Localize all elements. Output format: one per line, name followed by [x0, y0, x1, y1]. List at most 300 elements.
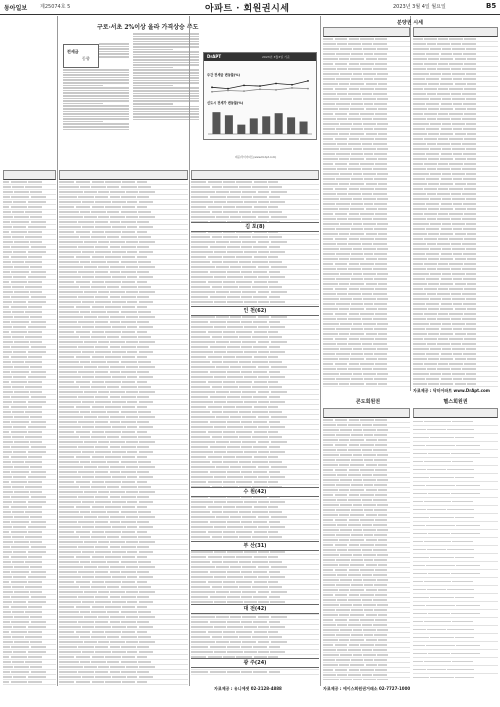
table-cell	[350, 83, 364, 85]
table-cell	[107, 561, 119, 563]
table-cell	[258, 326, 268, 328]
table-cell	[223, 336, 238, 338]
table-cell	[340, 629, 352, 631]
table-cell	[208, 631, 223, 633]
table-cell	[323, 674, 336, 676]
table-cell	[413, 268, 426, 270]
table-cell	[28, 181, 41, 183]
table-cell	[191, 321, 208, 323]
table-cell	[323, 273, 339, 275]
table-cell	[91, 461, 106, 463]
table-cell	[212, 411, 222, 413]
table-row	[323, 678, 410, 680]
table-cell	[378, 283, 387, 285]
table-cell	[28, 201, 46, 203]
table-cell	[430, 98, 441, 100]
table-cell	[374, 634, 387, 636]
table-cell	[84, 316, 97, 318]
table-cell	[25, 311, 41, 313]
table-cell	[121, 636, 137, 638]
table-cell	[366, 283, 378, 285]
table-cell	[451, 493, 480, 495]
table-cell	[348, 649, 361, 651]
table-cell	[137, 656, 148, 658]
table-cell	[336, 178, 350, 180]
table-cell	[453, 303, 462, 305]
table-cell	[244, 626, 257, 628]
table-cell	[3, 381, 9, 383]
table-cell	[441, 203, 452, 205]
table-cell	[269, 321, 281, 323]
table-cell	[269, 511, 282, 513]
table-cell	[138, 311, 151, 313]
table-cell	[430, 48, 441, 50]
table-cell	[335, 363, 348, 365]
table-cell	[366, 308, 378, 310]
table-cell	[377, 123, 387, 125]
table-cell	[13, 401, 26, 403]
table-cell	[363, 348, 376, 350]
table-cell	[366, 589, 378, 591]
table-cell	[137, 181, 148, 183]
table-cell	[11, 281, 27, 283]
table-cell	[25, 286, 41, 288]
table-cell	[13, 551, 26, 553]
table-cell	[442, 298, 451, 300]
table-cell	[442, 273, 451, 275]
table-cell	[413, 565, 425, 567]
table-cell	[241, 521, 251, 523]
table-cell	[455, 383, 466, 385]
table-cell	[440, 283, 454, 285]
table-cell	[28, 376, 46, 378]
table-cell	[362, 524, 372, 526]
table-cell	[82, 426, 94, 428]
table-cell	[191, 521, 208, 523]
table-row	[413, 634, 498, 642]
table-cell	[254, 631, 267, 633]
table-cell	[98, 366, 109, 368]
table-cell	[353, 373, 362, 375]
table-cell	[373, 449, 387, 451]
table-cell	[335, 163, 348, 165]
table-cell	[59, 621, 77, 623]
table-cell	[323, 589, 338, 591]
bar-mark	[225, 115, 233, 134]
table-cell	[373, 193, 387, 195]
table-cell	[351, 203, 363, 205]
table-cell	[430, 477, 454, 479]
table-cell	[413, 318, 426, 320]
table-cell	[452, 501, 473, 503]
table-cell	[59, 496, 77, 498]
text-line	[63, 69, 129, 71]
table-cell	[14, 191, 29, 193]
table-cell	[340, 679, 352, 680]
table-cell	[210, 396, 226, 398]
table-cell	[339, 158, 349, 160]
table-cell	[374, 78, 387, 80]
table-cell	[348, 318, 361, 320]
table-cell	[80, 636, 91, 638]
table-cell	[191, 411, 210, 413]
table-cell	[427, 43, 436, 45]
table-cell	[137, 356, 148, 358]
table-cell	[137, 581, 148, 583]
table-cell	[112, 651, 125, 653]
table-cell	[241, 196, 251, 198]
table-cell	[378, 664, 387, 666]
table-cell	[84, 191, 97, 193]
table-cell	[258, 351, 268, 353]
table-cell	[453, 128, 462, 130]
table-cell	[13, 451, 26, 453]
table-cell	[30, 241, 42, 243]
table-cell	[11, 421, 29, 423]
table-cell	[441, 128, 452, 130]
table-cell	[440, 58, 454, 60]
table-cell	[110, 566, 125, 568]
table-cell	[216, 316, 229, 318]
table-row	[413, 482, 498, 490]
table-cell	[121, 511, 137, 513]
table-cell	[223, 456, 235, 458]
table-cell	[462, 368, 476, 370]
table-cell	[270, 426, 285, 428]
table-cell	[122, 531, 135, 533]
table-cell	[373, 43, 387, 45]
table-cell	[362, 43, 372, 45]
table-cell	[353, 604, 362, 606]
table-cell	[31, 421, 46, 423]
table-cell	[138, 361, 151, 363]
table-cell	[208, 506, 223, 508]
table-cell	[360, 213, 374, 215]
table-cell	[377, 373, 387, 375]
table-cell	[59, 331, 74, 333]
table-cell	[323, 103, 335, 105]
table-cell	[59, 586, 79, 588]
table-cell	[375, 188, 387, 190]
table-cell	[364, 434, 373, 436]
table-cell	[84, 441, 97, 443]
table-cell	[323, 559, 335, 561]
table-cell	[254, 381, 267, 383]
table-cell	[377, 348, 387, 350]
table-cell	[14, 316, 29, 318]
text-line	[133, 85, 173, 87]
table-cell	[427, 318, 436, 320]
table-cell	[121, 221, 136, 223]
table-cell	[91, 186, 106, 188]
table-cell	[191, 566, 215, 568]
table-cell	[127, 401, 138, 403]
table-row	[413, 658, 498, 666]
table-cell	[11, 371, 29, 373]
table-cell	[268, 331, 278, 333]
table-cell	[78, 421, 94, 423]
table-cell	[191, 381, 206, 383]
table-cell	[95, 551, 111, 553]
table-cell	[353, 273, 362, 275]
table-cell	[373, 368, 387, 370]
table-cell	[363, 273, 376, 275]
table-cell	[364, 459, 373, 461]
table-cell	[137, 371, 149, 373]
table-cell	[440, 108, 454, 110]
table-cell	[378, 564, 387, 566]
table-cell	[339, 333, 349, 335]
table-cell	[107, 236, 119, 238]
table-cell	[413, 343, 426, 345]
table-cell	[138, 236, 151, 238]
text-line	[63, 82, 129, 84]
table-cell	[11, 646, 29, 648]
table-cell	[366, 233, 378, 235]
table-cell	[323, 509, 335, 511]
table-row	[413, 594, 498, 602]
table-cell	[191, 331, 206, 333]
table-cell	[110, 666, 125, 668]
line-chart-title: 주간 전세금 변동률(%)	[207, 73, 240, 77]
table-cell	[441, 328, 452, 330]
table-cell	[223, 506, 235, 508]
table-cell	[323, 143, 336, 145]
table-cell	[230, 341, 240, 343]
table-cell	[208, 531, 223, 533]
table-cell	[244, 501, 257, 503]
table-cell	[378, 489, 387, 491]
table-cell	[323, 268, 336, 270]
table-cell	[449, 163, 463, 165]
table-cell	[110, 641, 125, 643]
table-cell	[350, 614, 364, 616]
table-cell	[28, 251, 46, 253]
table-cell	[452, 661, 473, 663]
table-cell	[227, 321, 240, 323]
table-cell	[210, 471, 226, 473]
table-cell	[335, 213, 348, 215]
table-cell	[440, 333, 454, 335]
table-cell	[84, 466, 97, 468]
table-row	[413, 570, 498, 578]
table-cell	[270, 651, 285, 653]
table-cell	[366, 58, 378, 60]
table-cell	[28, 306, 41, 308]
table-cell	[110, 416, 125, 418]
table-cell	[12, 311, 24, 313]
table-cell	[353, 223, 362, 225]
table-cell	[377, 173, 387, 175]
table-cell	[351, 559, 363, 561]
table-cell	[373, 93, 387, 95]
table-cell	[3, 401, 12, 403]
table-cell	[80, 611, 91, 613]
table-cell	[323, 594, 333, 596]
table-cell	[269, 436, 282, 438]
table-cell	[426, 203, 440, 205]
table-cell	[336, 203, 350, 205]
table-cell	[430, 597, 454, 599]
table-cell	[463, 128, 475, 130]
table-cell	[451, 93, 461, 95]
chart-banner-date: 2023년 3월3일 기준	[262, 54, 290, 59]
table-cell	[3, 596, 10, 598]
table-cell	[3, 471, 10, 473]
table-cell	[126, 491, 138, 493]
table-cell	[447, 509, 473, 511]
table-cell	[138, 536, 151, 538]
table-cell	[413, 348, 429, 350]
table-cell	[323, 574, 336, 576]
table-cell	[105, 581, 121, 583]
table-cell	[462, 168, 476, 170]
table-cell	[208, 406, 223, 408]
table-cell	[463, 53, 475, 55]
table-cell	[335, 338, 348, 340]
table-cell	[78, 496, 94, 498]
table-cell	[363, 579, 376, 581]
table-cell	[373, 499, 387, 501]
table-cell	[463, 353, 475, 355]
table-cell	[463, 228, 475, 230]
table-cell	[375, 38, 387, 40]
table-cell	[360, 288, 374, 290]
table-cell	[336, 303, 350, 305]
table-cell	[11, 381, 27, 383]
table-cell	[467, 108, 476, 110]
table-cell	[447, 549, 473, 551]
table-cell	[121, 571, 136, 573]
table-cell	[373, 574, 387, 576]
table-cell	[413, 238, 423, 240]
table-cell	[3, 386, 11, 388]
table-cell	[191, 431, 206, 433]
table-cell	[374, 353, 387, 355]
table-cell	[98, 241, 109, 243]
table-cell	[377, 629, 387, 631]
table-cell	[242, 466, 257, 468]
table-cell	[339, 258, 349, 260]
table-cell	[121, 611, 137, 613]
table-cell	[236, 281, 252, 283]
table-cell	[216, 566, 229, 568]
table-cell	[98, 266, 109, 268]
table-cell	[59, 566, 83, 568]
table-cell	[455, 477, 474, 479]
table-cell	[121, 461, 137, 463]
table-cell	[59, 536, 79, 538]
table-cell	[413, 58, 427, 60]
table-cell	[31, 446, 46, 448]
table-cell	[112, 501, 125, 503]
table-cell	[351, 53, 363, 55]
table-cell	[463, 178, 475, 180]
table-cell	[335, 444, 348, 446]
text-line	[63, 126, 129, 128]
table-cell	[351, 434, 363, 436]
table-cell	[28, 551, 46, 553]
line-point	[307, 88, 309, 90]
table-cell	[25, 186, 41, 188]
table-cell	[323, 83, 338, 85]
table-cell	[413, 228, 425, 230]
table-cell	[427, 429, 446, 431]
table-cell	[323, 113, 333, 115]
table-cell	[378, 58, 387, 60]
table-cell	[3, 681, 9, 683]
table-cell	[269, 671, 281, 673]
table-cell	[30, 666, 42, 668]
table-cell	[351, 178, 363, 180]
table-cell	[80, 586, 91, 588]
table-cell	[378, 383, 387, 385]
table-cell	[78, 221, 94, 223]
table-cell	[348, 243, 361, 245]
table-cell	[239, 211, 251, 213]
table-cell	[112, 426, 125, 428]
table-cell	[137, 421, 149, 423]
table-cell	[227, 476, 243, 478]
table-cell	[236, 431, 252, 433]
table-cell	[76, 681, 91, 683]
table-cell	[12, 211, 24, 213]
table-cell	[107, 461, 119, 463]
table-cell	[59, 366, 83, 368]
table-cell	[14, 391, 29, 393]
table-cell	[11, 506, 27, 508]
table-cell	[374, 203, 387, 205]
table-cell	[230, 291, 240, 293]
table-cell	[28, 651, 46, 653]
table-cell	[76, 181, 91, 183]
table-cell	[3, 611, 11, 613]
table-cell	[98, 491, 109, 493]
table-cell	[3, 216, 13, 218]
line-point	[211, 91, 213, 93]
line-point	[291, 87, 293, 89]
table-cell	[11, 671, 29, 673]
table-cell	[13, 201, 26, 203]
table-cell	[430, 123, 441, 125]
table-cell	[122, 181, 135, 183]
table-cell	[270, 501, 285, 503]
table-cell	[105, 256, 121, 258]
table-cell	[59, 476, 81, 478]
table-cell	[413, 183, 427, 185]
table-cell	[452, 373, 464, 375]
table-cell	[426, 485, 455, 487]
table-cell	[413, 453, 427, 455]
table-cell	[121, 196, 136, 198]
table-cell	[353, 554, 362, 556]
bar-mark	[237, 125, 245, 134]
table-cell	[110, 671, 121, 673]
table-cell	[216, 641, 229, 643]
table-cell	[3, 466, 13, 468]
table-cell	[252, 411, 268, 413]
table-cell	[374, 253, 387, 255]
table-cell	[323, 293, 336, 295]
table-cell	[430, 273, 441, 275]
table-cell	[3, 571, 10, 573]
table-cell	[351, 253, 363, 255]
table-cell	[139, 266, 155, 268]
table-cell	[437, 118, 449, 120]
table-cell	[449, 63, 463, 65]
table-cell	[253, 446, 268, 448]
table-cell	[270, 376, 285, 378]
